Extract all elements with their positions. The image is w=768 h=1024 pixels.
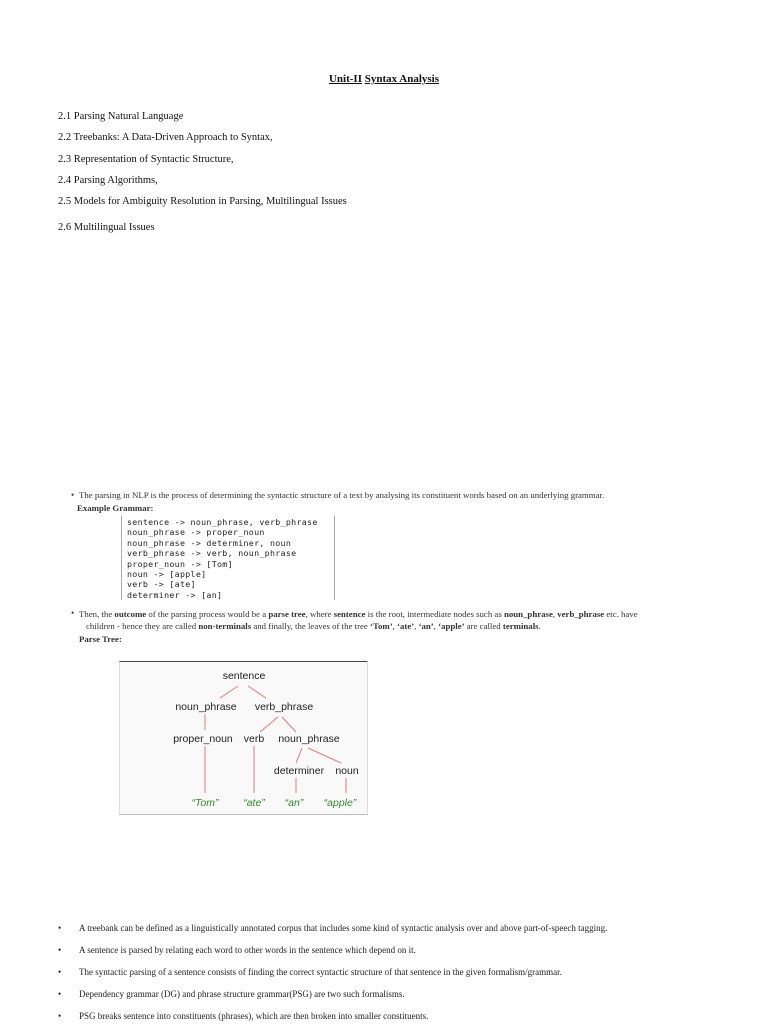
bold-run: verb_phrase bbox=[557, 609, 605, 619]
tree-leaf-an: “an” bbox=[284, 797, 304, 809]
tree-edge bbox=[220, 686, 238, 698]
text-run: , bbox=[392, 621, 398, 631]
text-run: children - hence they are called bbox=[86, 621, 199, 631]
list-bullet: • bbox=[58, 1011, 62, 1021]
grammar-rule: sentence -> noun_phrase, verb_phrase bbox=[127, 517, 318, 527]
text-run: Then, the bbox=[79, 609, 115, 619]
bold-run: ‘Tom’ bbox=[370, 621, 393, 631]
tree-leaf-tom: “Tom” bbox=[191, 797, 219, 809]
text-run: , bbox=[552, 609, 558, 619]
text-run: of the parsing process would be a bbox=[146, 609, 269, 619]
bold-run: terminals bbox=[502, 621, 539, 631]
grammar-rule: noun_phrase -> determiner, noun bbox=[127, 537, 292, 548]
toc-item: 2.5 Models for Ambiguity Resolution in Parsing, Multilingual Issues bbox=[58, 196, 347, 207]
text-run: and finally, the leaves of the tree bbox=[251, 621, 371, 631]
grammar-rule: noun -> [apple] bbox=[127, 569, 207, 580]
bold-run: parse tree bbox=[268, 609, 306, 619]
bold-run: outcome bbox=[114, 609, 147, 619]
tree-edge bbox=[308, 748, 341, 763]
title-topic: Syntax Analysis bbox=[364, 73, 440, 85]
tree-node-noun: noun bbox=[335, 765, 359, 777]
outcome-paragraph bbox=[79, 608, 711, 632]
toc-item: 2.3 Representation of Syntactic Structure, bbox=[58, 154, 234, 165]
toc-item: 2.1 Parsing Natural Language bbox=[58, 111, 184, 122]
title-unit: Unit-II bbox=[328, 73, 362, 85]
text-run: are called bbox=[464, 621, 503, 631]
text-run: . bbox=[538, 621, 541, 631]
list-bullet: • bbox=[58, 923, 62, 933]
text-run: , bbox=[433, 621, 439, 631]
bold-run: ‘an’ bbox=[418, 621, 434, 631]
tree-node-root: sentence bbox=[222, 670, 266, 682]
grammar-box bbox=[121, 516, 335, 600]
grammar-rule: noun_phrase -> proper_noun bbox=[127, 527, 265, 538]
grammar-rule: determiner -> [an] bbox=[127, 589, 223, 600]
tree-edge bbox=[282, 717, 296, 732]
grammar-rule: verb_phrase -> verb, noun_phrase bbox=[127, 548, 297, 559]
bold-run: non-terminals bbox=[198, 621, 252, 631]
tree-edge bbox=[296, 748, 302, 763]
toc-item: 2.6 Multilingual Issues bbox=[58, 222, 155, 233]
list-item: Dependency grammar (DG) and phrase structure grammar(PSG) are two such formalisms. bbox=[79, 989, 405, 999]
text-run: , where bbox=[305, 609, 334, 619]
tree-node-verb: verb bbox=[243, 733, 265, 745]
toc-item: 2.4 Parsing Algorithms, bbox=[58, 175, 158, 186]
list-item: A sentence is parsed by relating each word to other words in the sentence which depend on it. bbox=[79, 945, 416, 955]
bold-run: sentence bbox=[333, 609, 366, 619]
tree-edge bbox=[248, 686, 266, 698]
list-bullet: • bbox=[58, 945, 62, 955]
grammar-rule: proper_noun -> [Tom] bbox=[127, 558, 233, 569]
list-bullet: • bbox=[58, 989, 62, 999]
tree-node-noun-phrase-2: noun_phrase bbox=[278, 733, 340, 745]
bullet-dot: • bbox=[71, 608, 75, 618]
text-run: , bbox=[414, 621, 419, 631]
grammar-rule: verb -> [ate] bbox=[127, 579, 196, 590]
tree-edge bbox=[260, 717, 278, 732]
list-item: The syntactic parsing of a sentence consists of finding the correct syntactic structure of that sentence in the given formalism/grammar. bbox=[79, 967, 562, 977]
page-title bbox=[0, 73, 768, 85]
tree-leaf-ate: “ate” bbox=[243, 797, 265, 809]
text-run: etc. have bbox=[604, 609, 638, 619]
bold-run: noun_phrase bbox=[503, 609, 553, 619]
list-item: A treebank can be defined as a linguistically annotated corpus that includes some kind of syntactic analysis over and above part-of-speech tagging. bbox=[79, 923, 608, 933]
example-grammar-label: Example Grammar: bbox=[77, 503, 154, 513]
intro-paragraph: The parsing in NLP is the process of determining the syntactic structure of a text by analysing its constituent words based on an underlying grammar. bbox=[79, 490, 605, 500]
text-run: is the root, intermediate nodes such as bbox=[365, 609, 504, 619]
parse-tree-figure bbox=[119, 661, 368, 815]
tree-leaf-apple: “apple” bbox=[323, 797, 357, 809]
list-item: PSG breaks sentence into constituents (phrases), which are then broken into smaller constituents. bbox=[79, 1011, 429, 1021]
bullet-dot: • bbox=[71, 490, 75, 500]
tree-node-proper-noun: proper_noun bbox=[173, 733, 233, 745]
parse-tree-svg bbox=[120, 662, 369, 816]
bold-run: ‘ate’ bbox=[397, 621, 415, 631]
parse-tree-label: Parse Tree: bbox=[79, 634, 122, 644]
list-bullet: • bbox=[58, 967, 62, 977]
tree-node-determiner: determiner bbox=[273, 765, 325, 777]
bold-run: ‘apple’ bbox=[438, 621, 465, 631]
tree-node-noun-phrase: noun_phrase bbox=[175, 701, 237, 713]
tree-node-verb-phrase: verb_phrase bbox=[254, 701, 314, 713]
toc-item: 2.2 Treebanks: A Data-Driven Approach to Syntax, bbox=[58, 132, 273, 143]
